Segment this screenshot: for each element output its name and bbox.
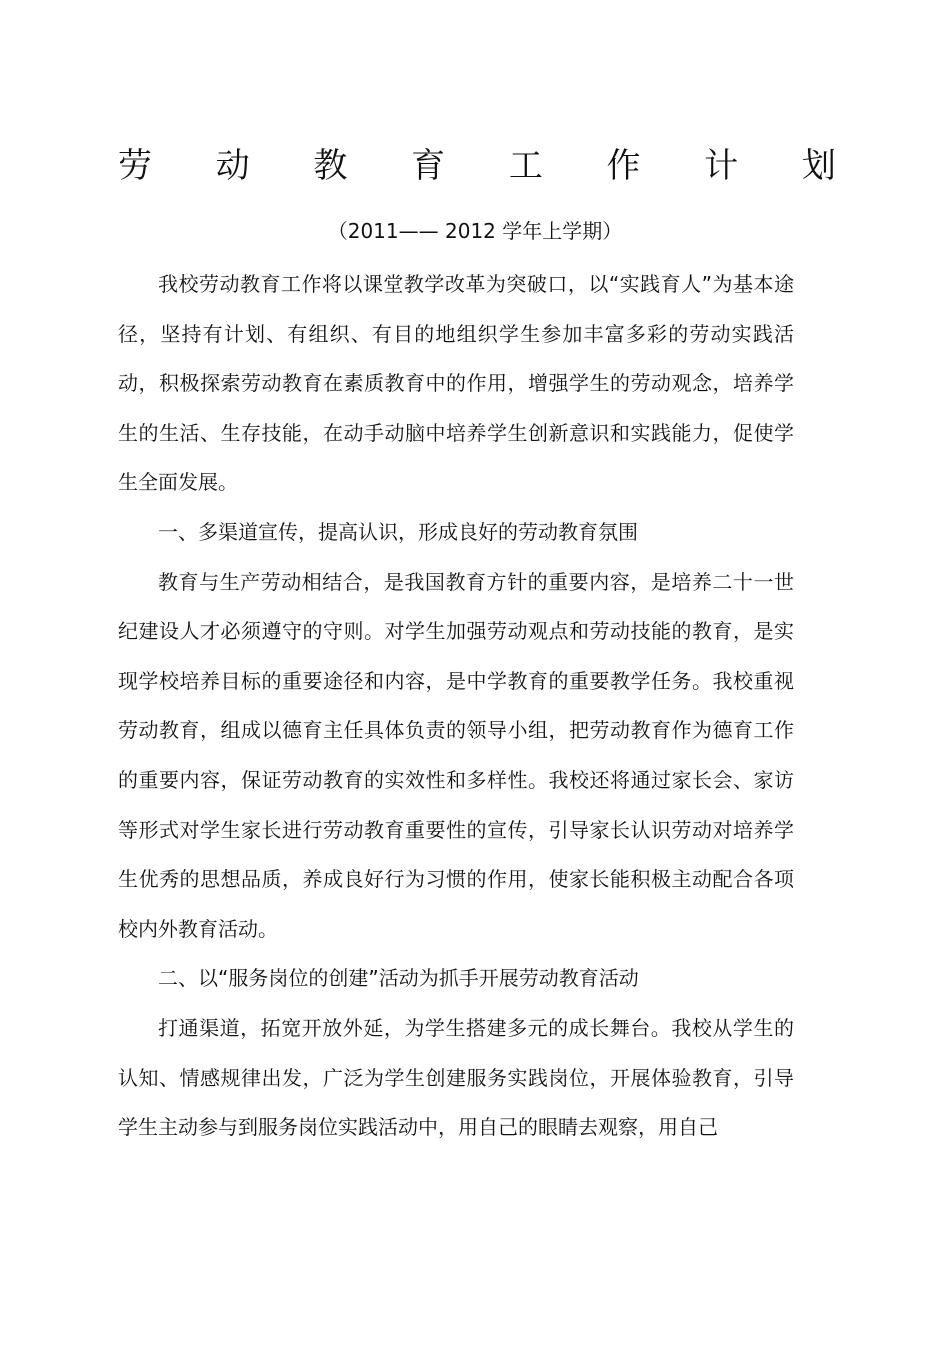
section-heading-1: 一、多渠道宣传，提高认识，形成良好的劳动教育氛围: [158, 519, 638, 544]
section-heading-2: 二、以“服务岗位的创建”活动为抓手开展劳动教育活动: [158, 966, 639, 991]
document-subtitle: （2011—— 2012 学年上学期）: [327, 219, 623, 243]
paragraph-intro: 我校劳动教育工作将以课堂教学改革为突破口，以“实践育人”为基本途径，坚持有计划、有组织、有目的地组织学生参加丰富多彩的劳动实践活动，积极探索劳动教育在素质教育中的作用，增强学生的劳动观念，培养学生的生活、生存技能，在动手动脑中培养学生创新意识和实践能力，促使学生全面发展。: [118, 272, 794, 495]
title-char: 动: [215, 146, 250, 186]
title-char: 作: [606, 146, 641, 186]
title-char: 育: [411, 146, 446, 186]
title-char: 教: [313, 146, 348, 186]
paragraph-section-2: 打通渠道，拓宽开放外延，为学生搭建多元的成长舞台。我校从学生的认知、情感规律出发，广泛为学生创建服务实践岗位，开展体验教育，引导学生主动参与到服务岗位实践活动中，用自己的眼睛去观察，用自己: [118, 1015, 794, 1140]
title-char: 划: [801, 146, 836, 186]
document-body: [118, 260, 794, 1153]
title-char: 劳: [118, 146, 152, 186]
title-char: 计: [704, 146, 739, 186]
paragraph-section-1: 教育与生产劳动相结合，是我国教育方针的重要内容，是培养二十一世纪建设人才必须遵守的守则。对学生加强劳动观点和劳动技能的教育，是实现学校培养目标的重要途径和内容，是中学教育的重要教学任务。我校重视劳动教育，组成以德育主任具体负责的领导小组，把劳动教育作为德育工作的重要内容，保证劳动教育的实效性和多样性。我校还将通过家长会、家访等形式对学生家长进行劳动教育重要性的宣传，引导家长认识劳动对培养学生优秀的思想品质，养成良好行为习惯的作用，使家长能积极主动配合各项校内外教育活动。: [118, 569, 794, 941]
title-char: 工: [508, 146, 543, 186]
document-title: [118, 140, 836, 192]
